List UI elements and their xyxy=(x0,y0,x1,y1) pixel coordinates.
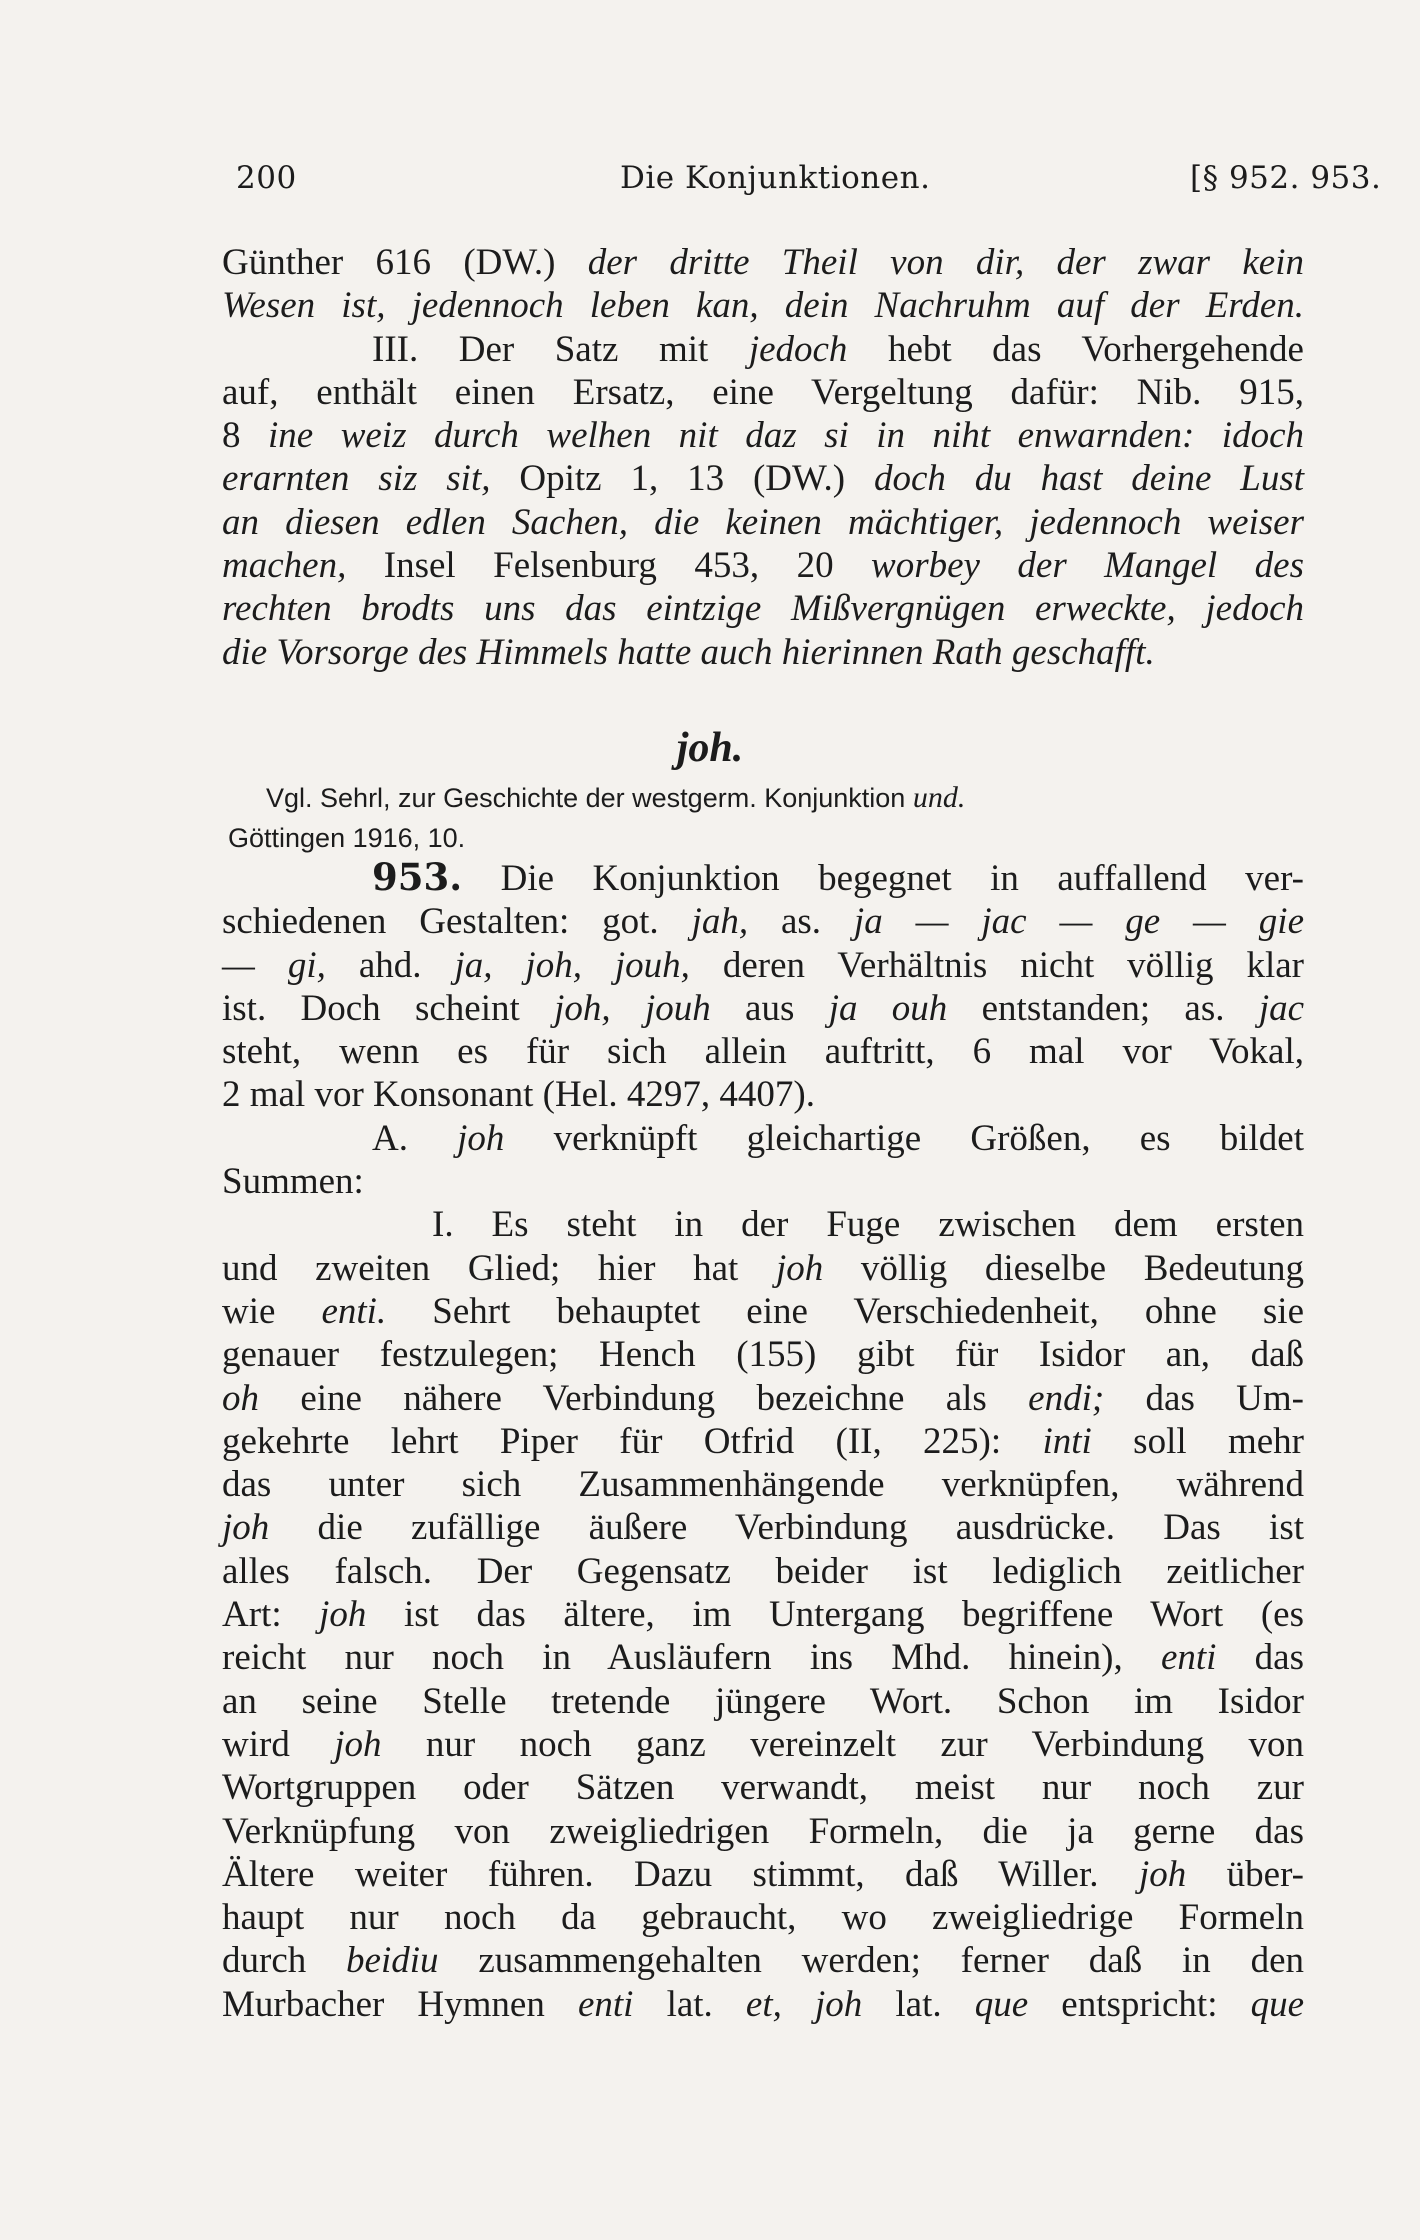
text-run: eine nähere Verbindung bezeichne als xyxy=(259,1377,1029,1419)
page-number: 200 xyxy=(236,160,297,196)
text-run: durch xyxy=(222,1940,347,1982)
text-run: Günther 616 (DW.) xyxy=(222,242,588,283)
running-title: Die Konjunktionen. xyxy=(620,160,931,196)
paragraph-953 xyxy=(222,856,1304,2026)
keyword: jedoch xyxy=(748,328,848,370)
text-run: wird xyxy=(222,1723,335,1765)
text-run: deren Verhältnis nicht völlig klar xyxy=(689,944,1304,986)
quotation: ine weiz durch welhen nit daz si in niht enwarnden: idoch xyxy=(268,415,1305,457)
text-run: III. Der Satz mit xyxy=(372,328,749,370)
text-line xyxy=(222,1636,1304,1679)
form: et, xyxy=(745,1983,782,2025)
quotation: Wesen ist, jedennoch leben kan, dein Nachruhm auf der Erden. xyxy=(222,285,1304,327)
section-reference: [§ 952. 953. xyxy=(1190,160,1382,196)
text-run: das xyxy=(1216,1637,1304,1679)
text-line: an seine Stelle tretende jüngere Wort. Schon im Isidor xyxy=(222,1680,1304,1722)
text-line xyxy=(222,587,1304,630)
text-run: das Um- xyxy=(1104,1377,1304,1419)
form: endi; xyxy=(1028,1377,1105,1419)
bibliographic-note xyxy=(228,778,1304,858)
text-run: völlig dieselbe Bedeutung xyxy=(823,1247,1304,1289)
section-heading: joh. xyxy=(676,725,744,771)
form: joh xyxy=(1138,1853,1187,1895)
text-run: hebt das Vorhergehende xyxy=(847,328,1304,370)
text-line xyxy=(222,1723,1304,1766)
text-line xyxy=(222,1247,1304,1290)
quotation: rechten brodts uns das eintzige Mißvergnügen erweckte, jedoch xyxy=(222,588,1304,630)
text-run: aus xyxy=(710,987,829,1029)
text-line xyxy=(222,1377,1304,1420)
text-run: Sehrt behauptet eine Verschiedenheit, ohne sie xyxy=(386,1290,1304,1332)
text-run: entstanden; as. xyxy=(947,987,1259,1029)
section-number: 953. xyxy=(372,855,463,899)
text-run: die zufällige äußere Verbindung ausdrücke. Das ist xyxy=(269,1507,1304,1549)
text-run: entspricht: xyxy=(1028,1983,1251,2025)
text-run: lat. xyxy=(633,1983,746,2025)
text-line: Summen: xyxy=(222,1161,364,1203)
text-line xyxy=(222,987,1304,1030)
form: joh xyxy=(222,1507,270,1549)
text-run: Die Konjunktion begegnet in auffallend ver- xyxy=(462,858,1304,899)
text-run: nur noch ganz vereinzelt zur Verbindung von xyxy=(381,1723,1305,1765)
quotation: an diesen edlen Sachen, die keinen mächtiger, jedennoch weiser xyxy=(222,501,1304,543)
form: ja ouh xyxy=(828,987,948,1029)
text-line: Wortgruppen oder Sätzen verwandt, meist nur noch zur xyxy=(222,1767,1304,1809)
text-line: alles falsch. Der Gegensatz beider ist lediglich zeitlicher xyxy=(222,1550,1304,1592)
text-line xyxy=(222,544,1304,587)
form: inti xyxy=(1042,1420,1092,1462)
text-line: Verknüpfung von zweigliedrigen Formeln, die ja gerne das xyxy=(222,1810,1304,1852)
form: beidiu xyxy=(346,1940,439,1982)
note-line xyxy=(228,778,1304,818)
form: enti. xyxy=(321,1290,387,1332)
text-run: Ältere weiter führen. Dazu stimmt, daß Willer. xyxy=(222,1853,1139,1895)
form: enti xyxy=(1160,1637,1217,1679)
form: joh xyxy=(457,1117,505,1159)
form: jah, xyxy=(691,901,749,943)
text-line xyxy=(222,1983,1304,2026)
text-run: ist das ältere, im Untergang begriffene Wort (es xyxy=(366,1594,1304,1636)
text-run: und zweiten Glied; hier hat xyxy=(222,1247,776,1289)
text-run: schiedenen Gestalten: got. xyxy=(222,901,692,943)
text-line xyxy=(222,284,1304,327)
text-run: 8 xyxy=(222,415,268,457)
text-run: ahd. xyxy=(325,944,455,986)
quotation: machen, xyxy=(222,545,347,587)
form: jac xyxy=(1258,987,1305,1029)
form: que xyxy=(1250,1983,1305,2025)
form: joh xyxy=(334,1723,382,1765)
form: joh, jouh xyxy=(554,987,711,1029)
text-run: lat. xyxy=(862,1983,975,2025)
text-line xyxy=(222,1939,1304,1982)
text-line xyxy=(222,241,1304,284)
text-line xyxy=(222,328,1304,371)
text-run: gekehrte lehrt Piper für Otfrid (II, 225): xyxy=(222,1420,1043,1462)
text-line: genauer festzulegen; Hench (155) gibt für Isidor an, daß xyxy=(222,1334,1304,1376)
text-run: Opitz 1, 13 (DW.) xyxy=(490,458,874,500)
text-line xyxy=(222,501,1304,544)
text-line xyxy=(222,1506,1304,1549)
note-line: Göttingen 1916, 10. xyxy=(228,823,466,853)
text-run: Art: xyxy=(222,1594,320,1636)
form: enti xyxy=(577,1983,634,2025)
text-line xyxy=(222,856,1304,900)
form: que xyxy=(974,1983,1029,2025)
quotation: erarnten siz sit, xyxy=(222,458,491,500)
text-line: das unter sich Zusammenhängende verknüpfen, während xyxy=(222,1464,1304,1506)
form: joh xyxy=(319,1594,367,1636)
text-line: haupt nur noch da gebraucht, wo zweigliedrige Formeln xyxy=(222,1897,1304,1939)
quotation: der dritte Theil von dir, der zwar kein xyxy=(587,242,1304,283)
text-line xyxy=(222,631,1304,674)
text-line: steht, wenn es für sich allein auftritt, 6 mal vor Vokal, xyxy=(222,1031,1304,1073)
text-run: as. xyxy=(748,901,854,943)
text-line xyxy=(222,1420,1304,1463)
form: — gi, xyxy=(222,944,326,986)
quotation: doch du hast deine Lust xyxy=(874,458,1305,500)
text-run: über- xyxy=(1186,1853,1304,1895)
text-run: Vgl. Sehrl, zur Geschichte der westgerm. Konjunktion xyxy=(266,783,913,813)
text-run: wie xyxy=(222,1290,322,1332)
form: oh xyxy=(222,1377,259,1419)
text-line: auf, enthält einen Ersatz, eine Vergeltung dafür: Nib. 915, xyxy=(222,371,1304,413)
text-line: I. Es steht in der Fuge zwischen dem ersten xyxy=(432,1204,1304,1246)
text-line xyxy=(222,1853,1304,1896)
text-run xyxy=(782,1984,815,2025)
text-line xyxy=(222,414,1304,457)
text-line xyxy=(222,1117,1304,1160)
text-line xyxy=(222,944,1304,987)
paragraph-continuation xyxy=(222,241,1304,674)
text-line xyxy=(222,900,1304,943)
text-run: Insel Felsenburg 453, 20 xyxy=(346,545,872,587)
form: ja, joh, jouh, xyxy=(454,944,690,986)
text-run: zusammengehalten werden; ferner daß in den xyxy=(438,1940,1304,1982)
text-line xyxy=(222,457,1304,500)
text-run: Murbacher Hymnen xyxy=(222,1983,578,2025)
text-run: ist. Doch scheint xyxy=(222,987,555,1029)
text-run: soll mehr xyxy=(1091,1420,1304,1462)
quotation: worbey der Mangel des xyxy=(871,545,1304,587)
keyword: und. xyxy=(912,781,966,814)
text-line xyxy=(222,1290,1304,1333)
form: joh xyxy=(775,1247,824,1289)
text-line xyxy=(222,1593,1304,1636)
text-run: reicht nur noch in Ausläufern ins Mhd. hinein), xyxy=(222,1637,1161,1679)
text-run: A. xyxy=(372,1117,458,1159)
text-run: verknüpft gleichartige Größen, es bildet xyxy=(504,1117,1304,1159)
text-line: 2 mal vor Konsonant (Hel. 4297, 4407). xyxy=(222,1074,815,1116)
form: joh xyxy=(815,1983,863,2025)
form: ja — jac — ge — gie xyxy=(853,901,1305,943)
quotation: die Vorsorge des Himmels hatte auch hierinnen Rath geschafft. xyxy=(222,631,1155,673)
